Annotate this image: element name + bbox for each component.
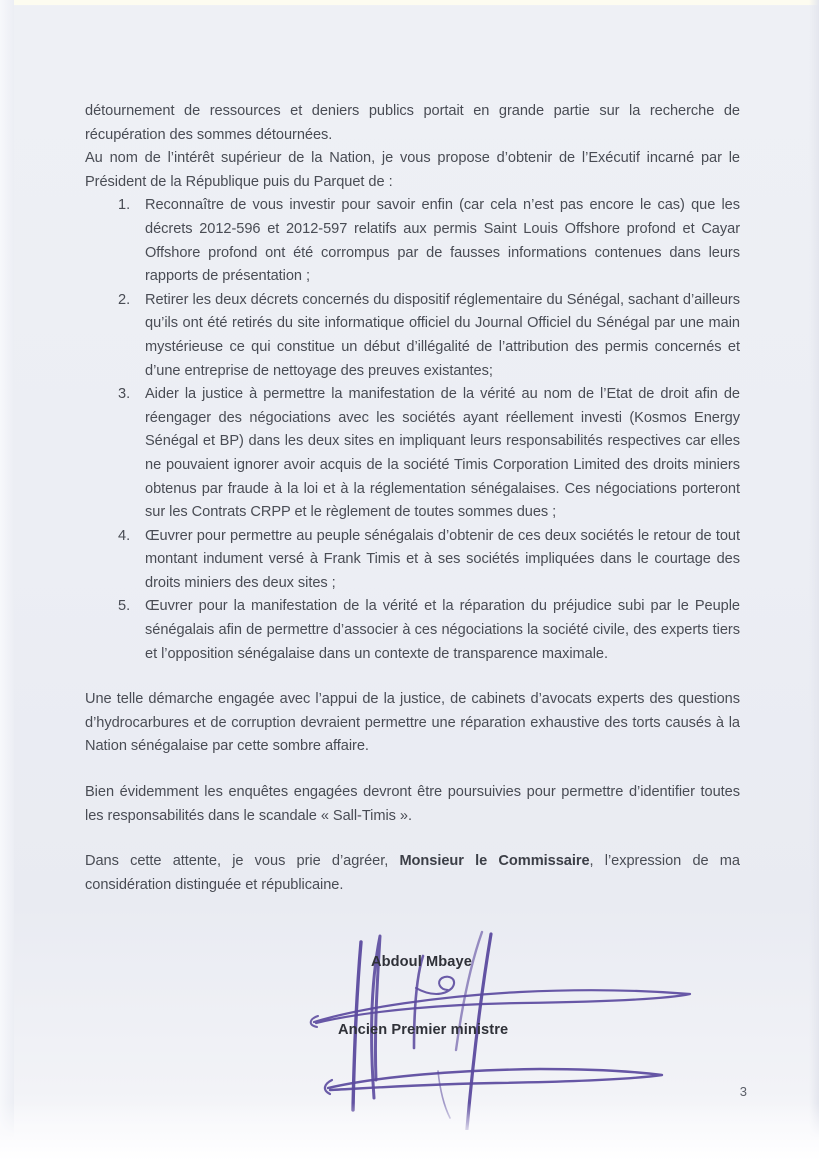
list-item: Retirer les deux décrets concernés du dispositif réglementaire du Sénégal, sachant d’ailleurs qu’ils ont été retirés du site informatique officiel du Journal Officiel du Sénégal par une main mystérieuse ce qui constitue un début d’illégalité de l’attribution des permis concernés et d’une entreprise de nettoyage des preuves existantes; bbox=[145, 291, 740, 379]
signer-name: Abdoul Mbaye bbox=[371, 954, 472, 970]
closing-paragraph-2: Bien évidemment les enquêtes engagées devront être poursuivies pour permettre d’identifier toutes les responsabilités dans le scandale « Sall-Timis ». bbox=[85, 784, 740, 824]
page-number: 3 bbox=[739, 1084, 747, 1099]
signer-title: Ancien Premier ministre bbox=[338, 1022, 509, 1038]
list-item: Œuvrer pour la manifestation de la vérité et la réparation du préjudice subi par le Peuple sénégalais afin de permettre d’associer à ces négociations la société civile, des experts tiers et l’opposition sénégalaise dans un contexte de transparence maximale. bbox=[145, 598, 740, 662]
demands-list bbox=[85, 194, 740, 666]
list-item: Aider la justice à permettre la manifestation de la vérité au nom de l’Etat de droit afin de réengager des négociations avec les sociétés ayant réellement investi (Kosmos Energy Sénégal et BP) dans les deux sites en impliquant leurs responsabilités respectives car elles ne pouvaient ignorer avoir acquis de la société Timis Corporation Limited des droits miniers obtenus par fraude à la loi et à la réglementation sénégalaises. Ces négociations porteront sur les Contrats CRPP et le règlement de toutes sommes dues ; bbox=[145, 386, 740, 521]
list-item: Reconnaître de vous investir pour savoir enfin (car cela n’est pas encore le cas) que les décrets 2012-596 et 2012-597 relatifs aux permis Saint Louis Offshore profond et Cayar Offshore profond ont été corrompus par de fausses informations contenues dans leurs rapports de présentation ; bbox=[145, 197, 740, 285]
valediction-salutation: Monsieur le Commissaire bbox=[399, 853, 590, 870]
closing-paragraph-1: Une telle démarche engagée avec l’appui de la justice, de cabinets d’avocats experts des questions d’hydrocarbures et de corruption devraient permettre une réparation exhaustive des torts causés à la Nation sénégalaise par cette sombre affaire. bbox=[85, 691, 740, 755]
valediction-paragraph bbox=[85, 850, 740, 897]
list-item: Œuvrer pour permettre au peuple sénégalais d’obtenir de ces deux sociétés le retour de tout montant indument versé à Frank Timis et à ses sociétés impliquées dans le courtage des droits miniers des deux sites ; bbox=[145, 527, 740, 591]
signature-block bbox=[0, 930, 819, 1140]
scan-top-tint bbox=[0, 0, 819, 5]
opening-paragraph: détournement de ressources et deniers publics portait en grande partie sur la recherche de récupération des sommes détournées. bbox=[85, 103, 740, 143]
document-body bbox=[85, 100, 740, 897]
intro-paragraph: Au nom de l’intérêt supérieur de la Nation, je vous propose d’obtenir de l’Exécutif incarné par le Président de la République puis du Parquet de : bbox=[85, 150, 740, 190]
valediction-after-bold: , l’expression de ma considération distinguée et républicaine. bbox=[85, 853, 740, 893]
valediction-before-bold: Dans cette attente, je vous prie d’agréer, bbox=[85, 853, 400, 870]
